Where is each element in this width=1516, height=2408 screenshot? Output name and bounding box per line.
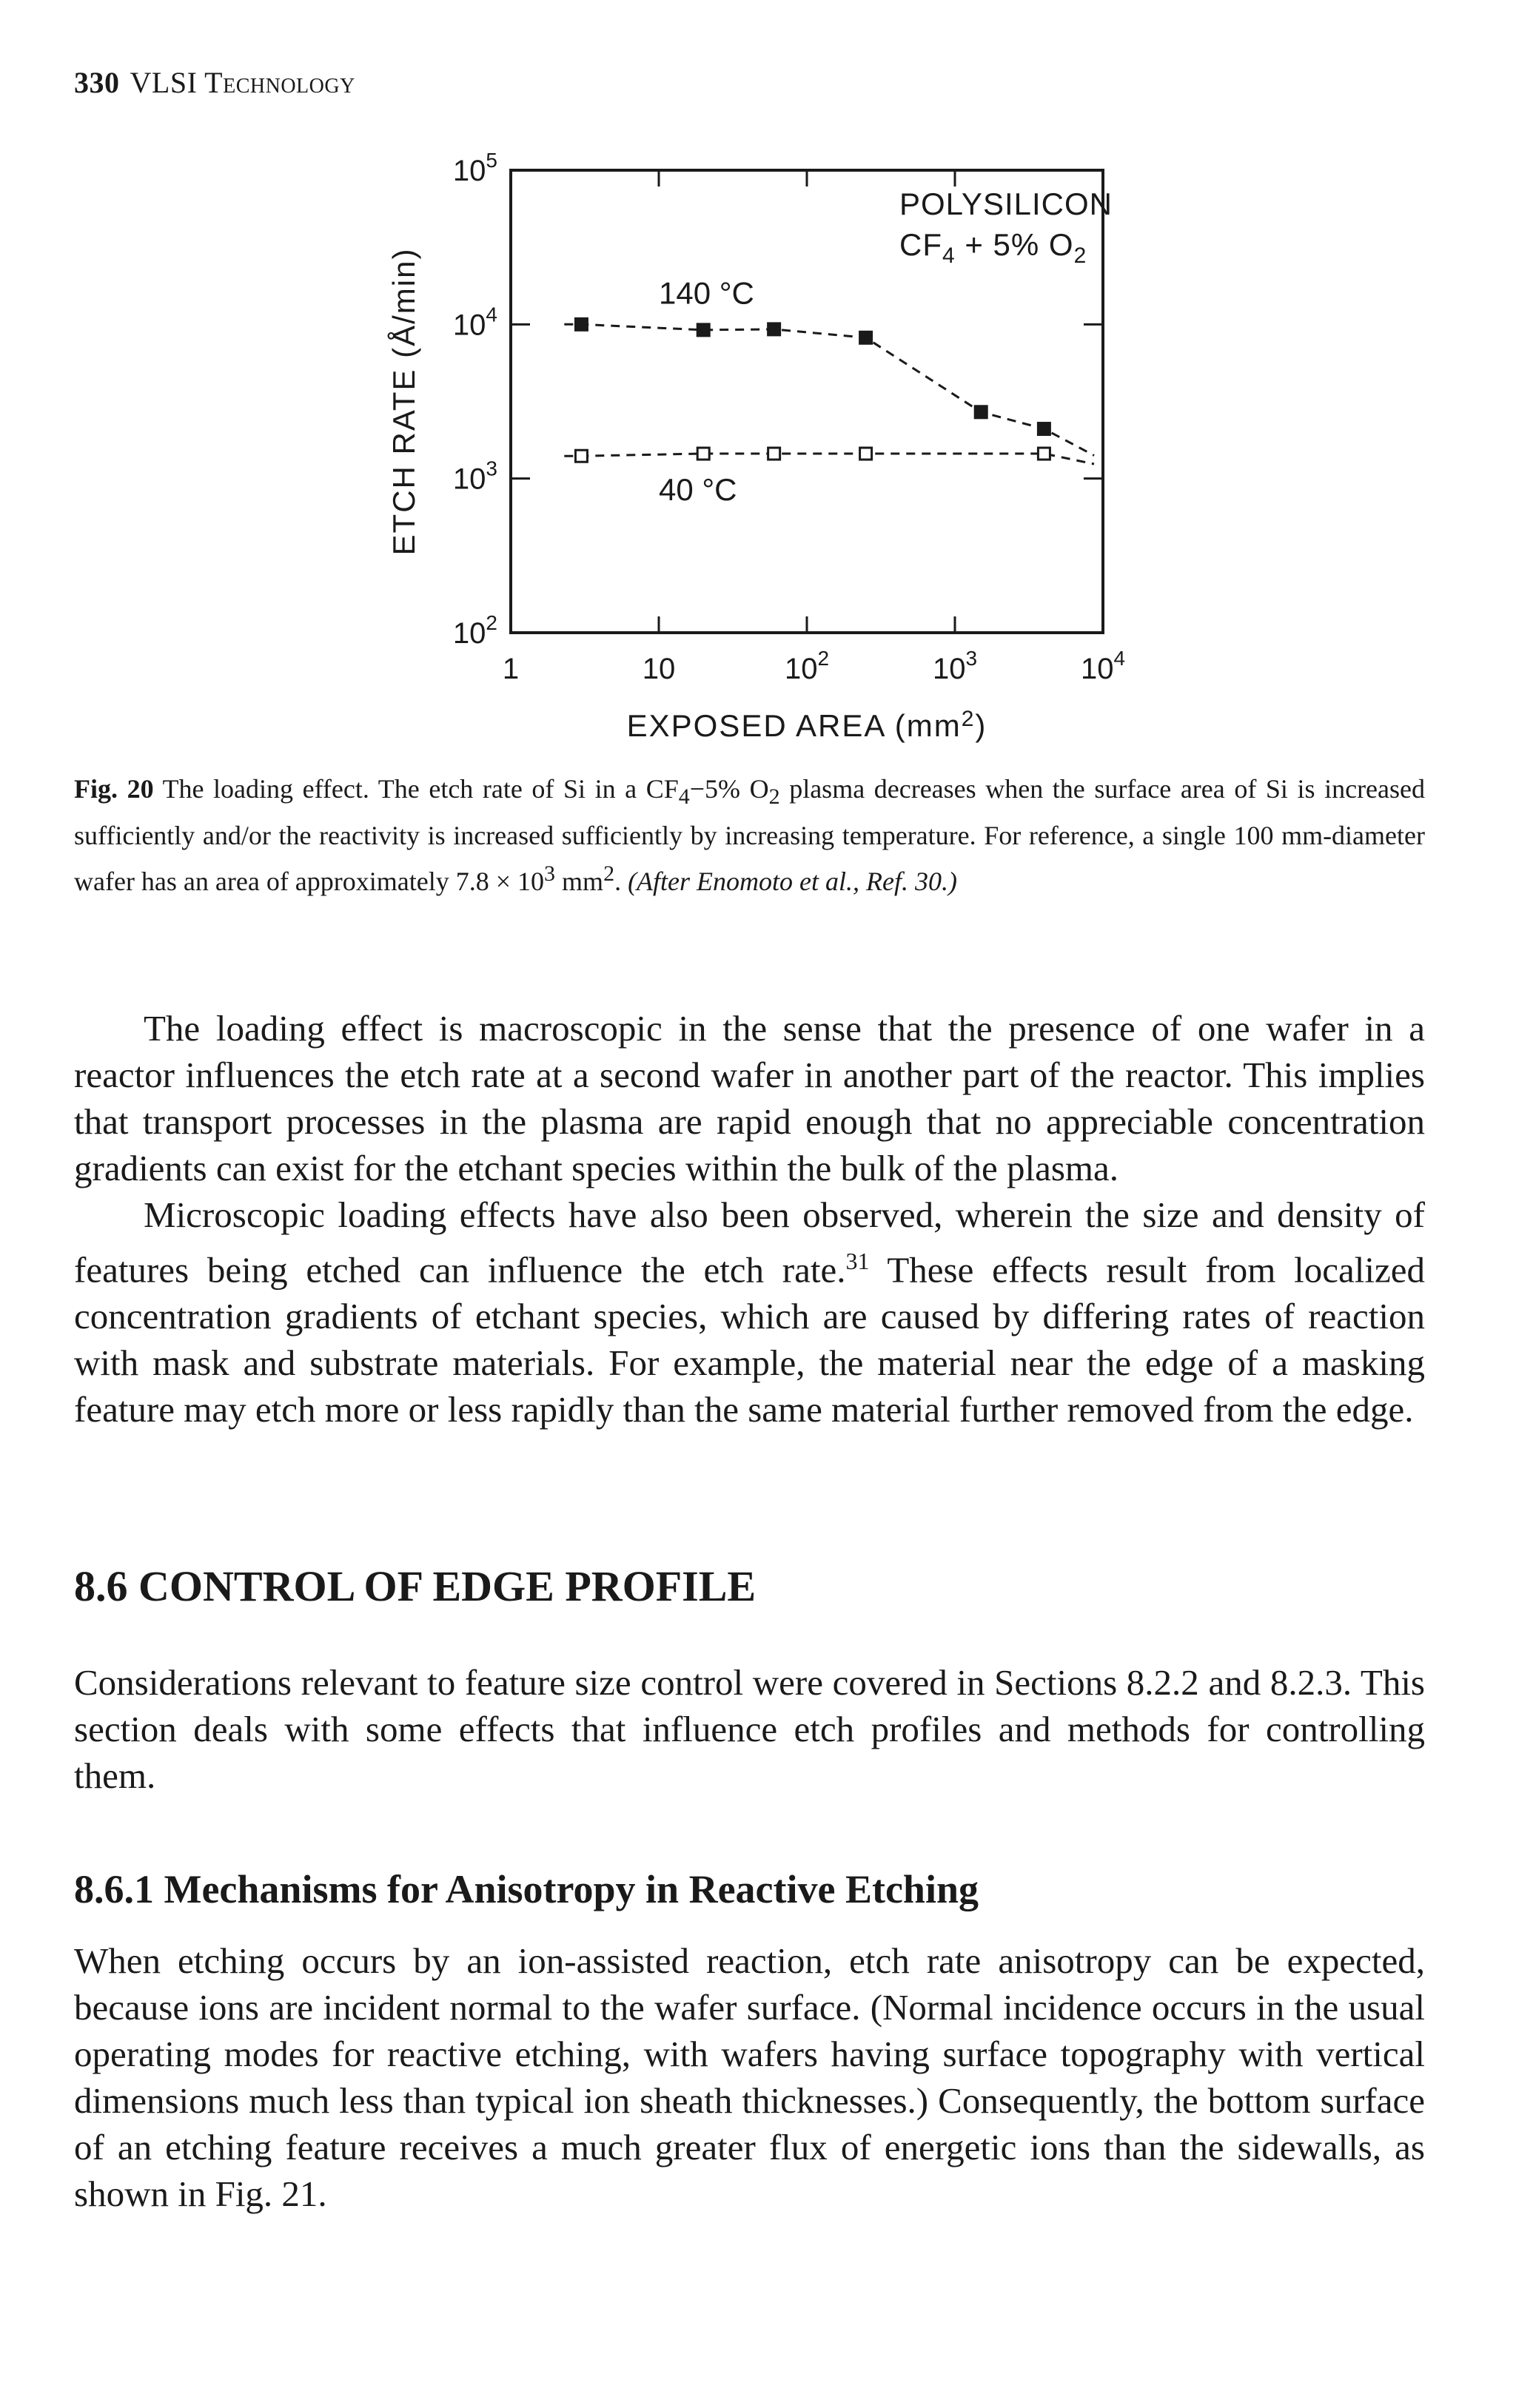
- figure-20: [385, 148, 1170, 755]
- caption-sub-1: 4: [678, 784, 690, 810]
- x-tick-label: $10^4$: [1080, 647, 1126, 685]
- book-title: VLSI Technology: [130, 66, 355, 99]
- subsection-heading-8-6-1: 8.6.1 Mechanisms for Anisotropy in Reactive Etching: [74, 1867, 979, 1911]
- caption-attribution: (After Enomoto et al., Ref. 30.): [628, 867, 957, 897]
- paragraph-feature-size: Considerations relevant to feature size control were covered in Sections 8.2.2 and 8.2.3. This section deals with some effects that influence etch profiles and methods for controlling them.: [74, 1662, 1425, 1796]
- running-header: [74, 65, 355, 100]
- paragraph-loading-macroscopic: The loading effect is macroscopic in the sense that the presence of one wafer in a reactor influences the etch rate at a second wafer in another part of the reactor. This implies that transport processes in the plasma are rapid enough that no appreciable concentration gradients can exist for the etchant species within the bulk of the plasma.: [74, 1008, 1425, 1188]
- data-point-140c: [1038, 423, 1050, 435]
- page-number: 330: [74, 66, 120, 99]
- annotation-material: POLYSILICON: [899, 186, 1113, 221]
- section-heading-8-6: 8.6 CONTROL OF EDGE PROFILE: [74, 1562, 757, 1610]
- data-point-140c: [975, 406, 987, 418]
- caption-sub-2: 2: [768, 784, 780, 810]
- y-tick-label: $10^2$: [452, 611, 497, 650]
- y-axis-label: ETCH RATE (Å/min): [386, 247, 421, 556]
- series-line-40c: [564, 454, 1094, 464]
- x-tick-label: $10^3$: [932, 647, 978, 685]
- y-tick-label: $10^4$: [452, 303, 497, 342]
- caption-text-2: −5% O: [689, 774, 769, 804]
- series-label-140c: 140 °C: [659, 275, 754, 311]
- annotation-plasma: $CF_4 + 5\%$ $O_2$: [899, 227, 1087, 268]
- reference-31: 31: [845, 1248, 870, 1274]
- series-label-40c: 40 °C: [659, 472, 737, 508]
- x-tick-label: 1: [502, 653, 520, 685]
- x-tick-label: $10^2$: [784, 647, 830, 685]
- data-point-40c: [697, 448, 709, 460]
- caption-sup-2: 2: [603, 861, 615, 887]
- paragraph-microscopic-text-b: These effects result from localized concentration gradients of etchant species, which are caused by differing rates of reaction with mask and substrate materials. For example, the material near the edge of a masking feature may etch more or less rapidly than the same material further removed from the edge.: [74, 1249, 1425, 1430]
- data-point-40c: [575, 450, 587, 462]
- caption-text-5: .: [614, 867, 628, 897]
- paragraph-microscopic-text-a: Microscopic loading effects have also been observed, wherein the size and density of features being etched can influence the etch rate.: [74, 1194, 1425, 1291]
- paragraph-anisotropy: When etching occurs by an ion-assisted reaction, etch rate anisotropy can be expected, because ions are incident normal to the wafer surface. (Normal incidence occurs in the usual operating modes for reactive etching, with wafers having surface topography with vertical dimensions much less than typical ion sheath thicknesses.) Consequently, the bottom surface of an etching feature receives a much greater flux of energetic ions than the sidewalls, as shown in Fig. 21.: [74, 1940, 1425, 2214]
- data-point-140c: [575, 318, 587, 330]
- y-tick-label: $10^5$: [452, 149, 497, 187]
- y-tick-label: $10^3$: [452, 457, 497, 496]
- data-point-140c: [860, 332, 872, 343]
- series-line-140c: [564, 324, 1094, 455]
- data-point-40c: [860, 448, 872, 460]
- caption-text-4: mm: [555, 867, 604, 897]
- chart-labels: [386, 149, 1125, 743]
- figure-caption: [74, 770, 1425, 901]
- x-axis-label: EXPOSED AREA $(mm^2)$: [626, 707, 987, 743]
- caption-sup-1: 3: [544, 861, 556, 887]
- figure-label: Fig. 20: [74, 774, 154, 804]
- loading-effect-chart: [385, 148, 1170, 755]
- x-tick-label: 10: [642, 653, 676, 685]
- caption-text-3: plasma decreases when the surface area of Si is increased sufficiently and/or the reactivity is increased sufficiently by increasing temperature. For reference, a single 100 mm-diameter wafer has an area of approximately 7.8 × 10: [74, 774, 1425, 897]
- caption-text-1: The loading effect. The etch rate of Si in a CF: [162, 774, 679, 804]
- paragraph-microscopic-loading: [74, 1191, 1425, 1433]
- data-point-140c: [768, 323, 780, 335]
- data-point-40c: [1038, 448, 1050, 460]
- chart-series: [564, 318, 1094, 464]
- data-point-140c: [697, 324, 709, 336]
- data-point-40c: [768, 448, 780, 460]
